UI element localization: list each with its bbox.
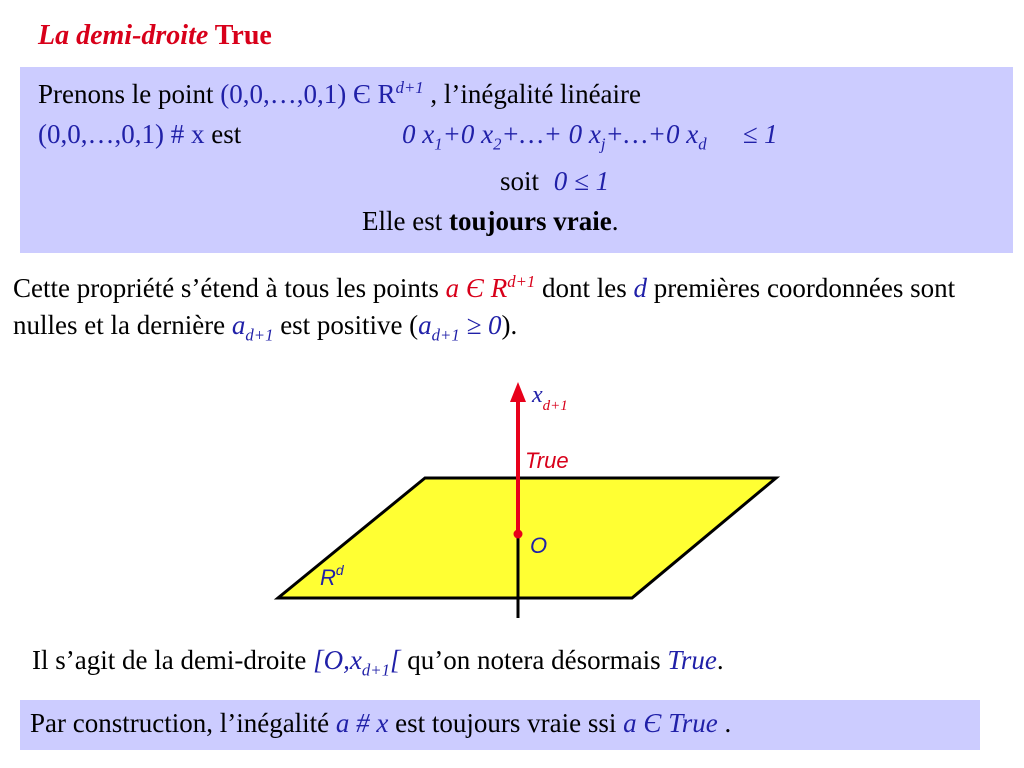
construction-period: . (717, 708, 732, 738)
plane-rd (278, 478, 776, 598)
para-text: est positive ( (273, 310, 419, 340)
box1-text-end: , l’inégalité linéaire (423, 79, 642, 109)
soit-expression: 0 ≤ 1 (553, 166, 610, 196)
vector-expression: (0,0,…,0,1) # x (38, 119, 205, 149)
para-point (446, 273, 536, 303)
soit-word: soit (500, 166, 540, 196)
para-ineq (418, 310, 502, 345)
construction-text: Par construction, l’inégalité (30, 708, 336, 738)
il-text: qu’on notera désormais (400, 645, 668, 675)
il-period: . (716, 645, 724, 675)
soit-line (500, 166, 609, 197)
ineq-term: +0 x (442, 119, 494, 149)
para-text: premières coordonnées sont nulles et la dernière (13, 273, 956, 340)
il-interval-sub: d+1 (361, 660, 390, 680)
ineq-term: +…+ 0 x (501, 119, 601, 149)
il-interval-open: [O,x (313, 645, 362, 675)
box1-line1 (38, 79, 641, 110)
il-interval-close: [ (389, 645, 401, 675)
ineq-sub: 2 (493, 134, 502, 154)
origin-point (514, 530, 523, 539)
para-coord (231, 310, 274, 345)
il-text: Il s’agit de la demi-droite (32, 645, 314, 675)
construction-text: est toujours vraie ssi (388, 708, 624, 738)
para-ineq-a: a (418, 310, 432, 340)
origin-label: O (530, 533, 548, 558)
para-coord-a: a (231, 310, 246, 340)
para-text: Cette propriété s’étend à tous les points (13, 273, 446, 303)
para-point-exp: d+1 (507, 272, 536, 291)
construction-ineq: a # x (335, 708, 389, 738)
title-bold: True (214, 20, 272, 51)
para-text-end: ). (501, 310, 518, 340)
conclusion-line (362, 206, 618, 237)
ineq-sub: 1 (434, 134, 443, 154)
construction-membership: a Є True (623, 708, 718, 738)
conclusion-period: . (611, 206, 619, 236)
conclusion-text: Elle est (362, 206, 449, 236)
para-ineq-sub: d+1 (431, 325, 460, 345)
point-expression (220, 79, 423, 109)
ineq-sub: j (600, 134, 606, 154)
true-label: True (525, 448, 569, 473)
ineq-sub: d (698, 134, 707, 154)
half-line-figure (270, 370, 790, 630)
axis-label: $x_{d+1}$ (532, 382, 568, 414)
ineq-bound: ≤ 1 (742, 119, 778, 149)
box1-text: Prenons le point (38, 79, 221, 109)
para-point-text: a Є R (445, 273, 508, 303)
point-text: (0,0,…,0,1) Є R (220, 79, 396, 109)
ineq-term: 0 x (402, 119, 435, 149)
ineq-term: +…+0 x (605, 119, 699, 149)
title-italic: La demi-droite (38, 20, 209, 51)
definition-box (20, 67, 1013, 253)
property-paragraph (13, 270, 1013, 344)
para-text: dont les (535, 273, 634, 303)
construction-box (20, 700, 980, 750)
il-interval (313, 645, 401, 680)
construction-line (30, 708, 731, 739)
box1-est: est (204, 119, 242, 149)
para-coord-sub: d+1 (245, 325, 274, 345)
inequality (402, 119, 778, 154)
arrow-head-icon (510, 382, 526, 402)
plane-label: $R^d$ (320, 562, 344, 590)
conclusion-bold: toujours vraie (448, 206, 612, 236)
box1-line2 (38, 119, 241, 150)
para-d: d (633, 273, 647, 303)
half-line-sentence (32, 645, 724, 680)
para-ineq-rest: ≥ 0 (459, 310, 502, 340)
slide-title (38, 20, 272, 52)
il-true: True (667, 645, 717, 675)
point-exponent: d+1 (395, 78, 424, 97)
